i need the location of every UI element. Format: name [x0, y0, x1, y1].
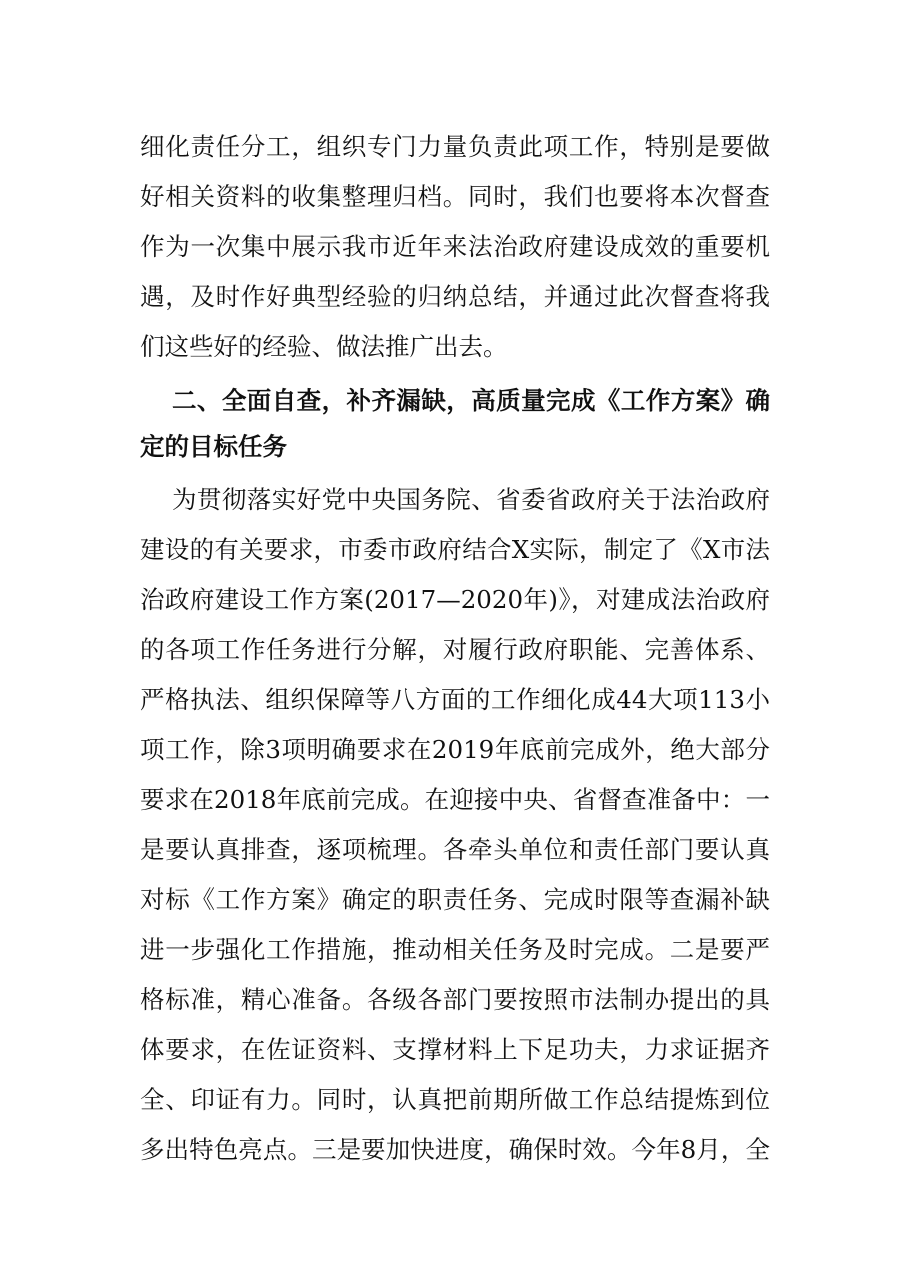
- paragraph-line: 多出特色亮点。三是要加快进度，确保时效。今年8月，全: [140, 1135, 770, 1164]
- paragraph-line: 建设的有关要求，市委市政府结合X实际，制定了《X市法: [140, 535, 770, 564]
- paragraph-line: 要求在2018年底前完成。在迎接中央、省督查准备中：一: [140, 785, 770, 814]
- section-heading: 二、全面自查，补齐漏缺，高质量完成《工作方案》确: [172, 386, 770, 415]
- paragraph-line: 是要认真排查，逐项梳理。各牵头单位和责任部门要认真: [140, 835, 770, 864]
- paragraph-line: 的各项工作任务进行分解，对履行政府职能、完善体系、: [140, 635, 770, 664]
- paragraph-line: 项工作，除3项明确要求在2019年底前完成外，绝大部分: [140, 735, 770, 764]
- section-heading: 定的目标任务: [140, 432, 287, 461]
- paragraph-line: 体要求，在佐证资料、支撑材料上下足功夫，力求证据齐: [140, 1035, 770, 1064]
- paragraph-line: 为贯彻落实好党中央国务院、省委省政府关于法治政府: [172, 485, 770, 514]
- paragraph-line: 进一步强化工作措施，推动相关任务及时完成。二是要严: [140, 935, 770, 964]
- paragraph-line: 细化责任分工，组织专门力量负责此项工作，特别是要做: [140, 132, 770, 161]
- paragraph-line: 全、印证有力。同时，认真把前期所做工作总结提炼到位: [140, 1085, 770, 1114]
- paragraph-line: 对标《工作方案》确定的职责任务、完成时限等查漏补缺: [140, 885, 770, 914]
- paragraph-line: 作为一次集中展示我市近年来法治政府建设成效的重要机: [140, 232, 770, 261]
- paragraph-line: 严格执法、组织保障等八方面的工作细化成44大项113小: [140, 685, 770, 714]
- paragraph-line: 遇，及时作好典型经验的归纳总结，并通过此次督查将我: [140, 282, 770, 311]
- paragraph-line: 好相关资料的收集整理归档。同时，我们也要将本次督查: [140, 182, 770, 211]
- paragraph-line: 们这些好的经验、做法推广出去。: [140, 332, 508, 361]
- paragraph-line: 格标准，精心准备。各级各部门要按照市法制办提出的具: [140, 985, 770, 1014]
- paragraph-line: 治政府建设工作方案(2017—2020年)》，对建成法治政府: [140, 585, 770, 614]
